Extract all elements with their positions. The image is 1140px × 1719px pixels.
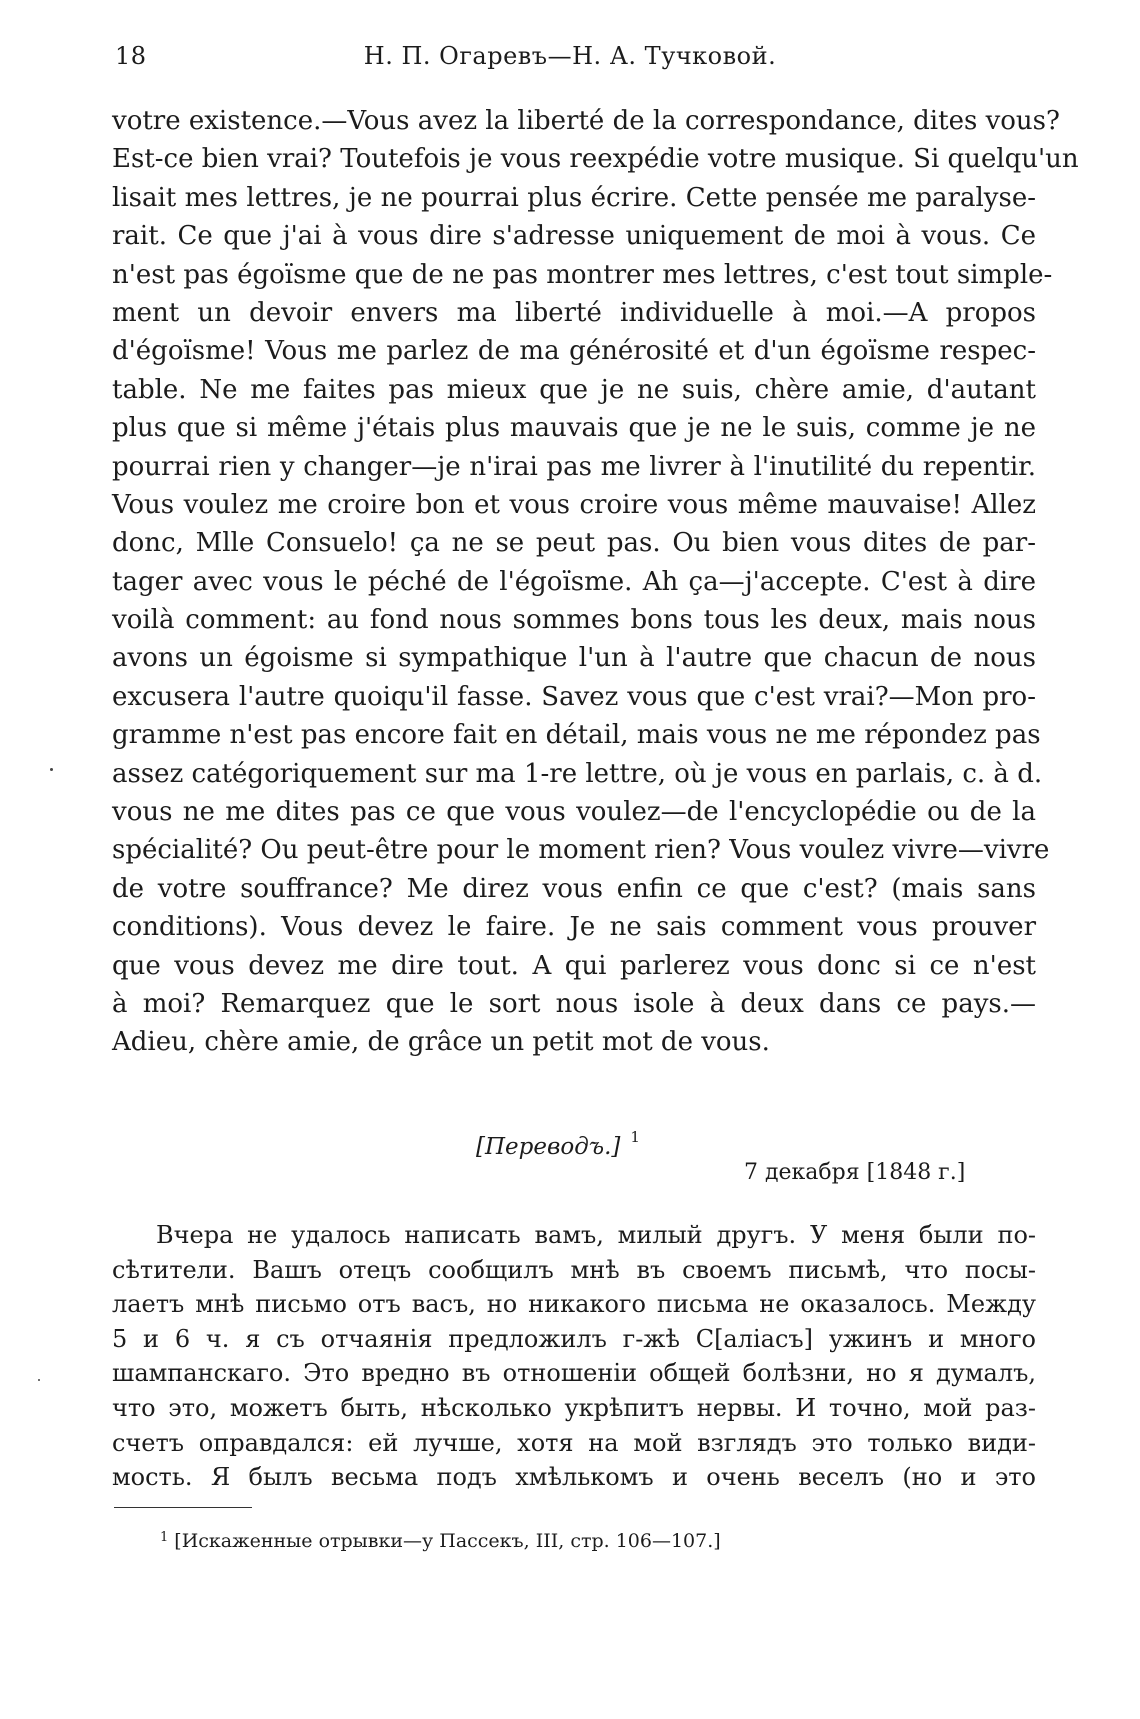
french-text-line: que vous devez me dire tout. A qui parlerez vous donc si ce n'est (112, 950, 1036, 981)
french-text-line: ment un devoir envers ma liberté individuelle à moi.—A propos (112, 297, 1036, 328)
french-text-line: Vous voulez me croire bon et vous croire vous même mauvaise! Allez (112, 489, 1036, 520)
page-number: 18 (115, 42, 147, 70)
print-speck (50, 768, 53, 771)
letter-date: 7 декабря [1848 г.] (744, 1160, 966, 1185)
running-title: Н. П. Огаревъ—Н. А. Тучковой. (363, 42, 777, 70)
french-text-line: avons un égoisme si sympathique l'un à l'autre que chacun de nous (112, 643, 1036, 674)
russian-text-line: Вчера не удалось написать вамъ, милый другъ. У меня были по- (156, 1221, 1036, 1249)
footnote-text: [Искаженные отрывки—у Пассекъ, III, стр. 106—107.] (174, 1530, 721, 1552)
footnote (160, 1530, 721, 1552)
french-text-line: excusera l'autre quoiqu'il fasse. Savez vous que c'est vrai?—Mon pro- (112, 681, 1036, 712)
russian-text-line: мость. Я былъ весьма подъ хмѣлькомъ и очень веселъ (но и это (112, 1463, 1036, 1492)
french-text-line: tager avec vous le péché de l'égoïsme. Ah ça—j'accepte. C'est à dire (112, 566, 1036, 597)
russian-translation-body (112, 1218, 1036, 1495)
french-text-line: pourrai rien y changer—je n'irai pas me livrer à l'inutilité du repentir. (112, 451, 1036, 482)
russian-text-line: шампанскаго. Это вредно въ отношеніи общей болѣзни, но я думалъ, (112, 1359, 1036, 1388)
translation-heading (476, 1128, 640, 1160)
page-header (110, 42, 1030, 82)
french-letter-body (112, 102, 1079, 1062)
russian-text-line: лаетъ мнѣ письмо отъ васъ, но никакого письма не оказалось. Между (112, 1290, 1036, 1319)
footnote-reference: 1 (630, 1128, 640, 1146)
french-text-line: gramme n'est pas encore fait en détail, mais vous ne me répondez pas (112, 720, 1041, 751)
french-text-line: n'est pas égoïsme que de ne pas montrer mes lettres, c'est tout simple- (112, 259, 1053, 290)
russian-text-line: сѣтители. Вашъ отецъ сообщилъ мнѣ въ своемъ письмѣ, что посы- (112, 1255, 1036, 1284)
footnote-marker: 1 (160, 1530, 169, 1545)
french-text-line: à moi? Remarquez que le sort nous isole à deux dans ce pays.— (112, 988, 1036, 1019)
print-speck (38, 1379, 40, 1381)
russian-text-line: счетъ оправдался: ей лучше, хотя на мой взглядъ это только види- (112, 1428, 1036, 1457)
russian-text-line: что это, можетъ быть, нѣсколько укрѣпитъ нервы. И точно, мой раз- (112, 1393, 1036, 1422)
french-text-line: lisait mes lettres, je ne pourrai plus écrire. Cette pensée me paralyse- (112, 182, 1036, 213)
french-text-line: voilà comment: au fond nous sommes bons tous les deux, mais nous (112, 605, 1036, 636)
french-text-line: d'égoïsme! Vous me parlez de ma générosité et d'un égoïsme respec- (112, 336, 1036, 367)
french-text-line: spécialité? Ou peut-être pour le moment rien? Vous voulez vivre—vivre (112, 835, 1050, 866)
footnote-divider (114, 1507, 252, 1508)
french-text-line: donc, Mlle Consuelo! ça ne se peut pas. Ou bien vous dites de par- (112, 528, 1036, 559)
french-text-line: Adieu, chère amie, de grâce un petit mot de vous. (112, 1027, 770, 1058)
french-text-line: assez catégoriquement sur ma 1-re lettre, où je vous en parlais, c. à d. (112, 758, 1043, 789)
translation-heading-text: [Переводъ.] (476, 1134, 621, 1160)
french-text-line: vous ne me dites pas ce que vous voulez—de l'encyclopédie ou de la (112, 797, 1036, 828)
french-text-line: plus que si même j'étais plus mauvais que je ne le suis, comme je ne (112, 413, 1036, 444)
french-text-line: conditions). Vous devez le faire. Je ne sais comment vous prouver (112, 912, 1036, 943)
french-text-line: rait. Ce que j'ai à vous dire s'adresse uniquement de moi à vous. Ce (112, 221, 1036, 252)
russian-text-line: 5 и 6 ч. я съ отчаянія предложилъ г-жѣ С[аліасъ] ужинъ и много (112, 1324, 1036, 1353)
french-text-line: Est-ce bien vrai? Toutefois je vous reexpédie votre musique. Si quelqu'un (112, 144, 1079, 175)
french-text-line: de votre souffrance? Me direz vous enfin ce que c'est? (mais sans (112, 873, 1036, 904)
french-text-line: table. Ne me faites pas mieux que je ne suis, chère amie, d'autant (112, 374, 1036, 405)
french-text-line: votre existence.—Vous avez la liberté de la correspondance, dites vous? (112, 106, 1060, 136)
